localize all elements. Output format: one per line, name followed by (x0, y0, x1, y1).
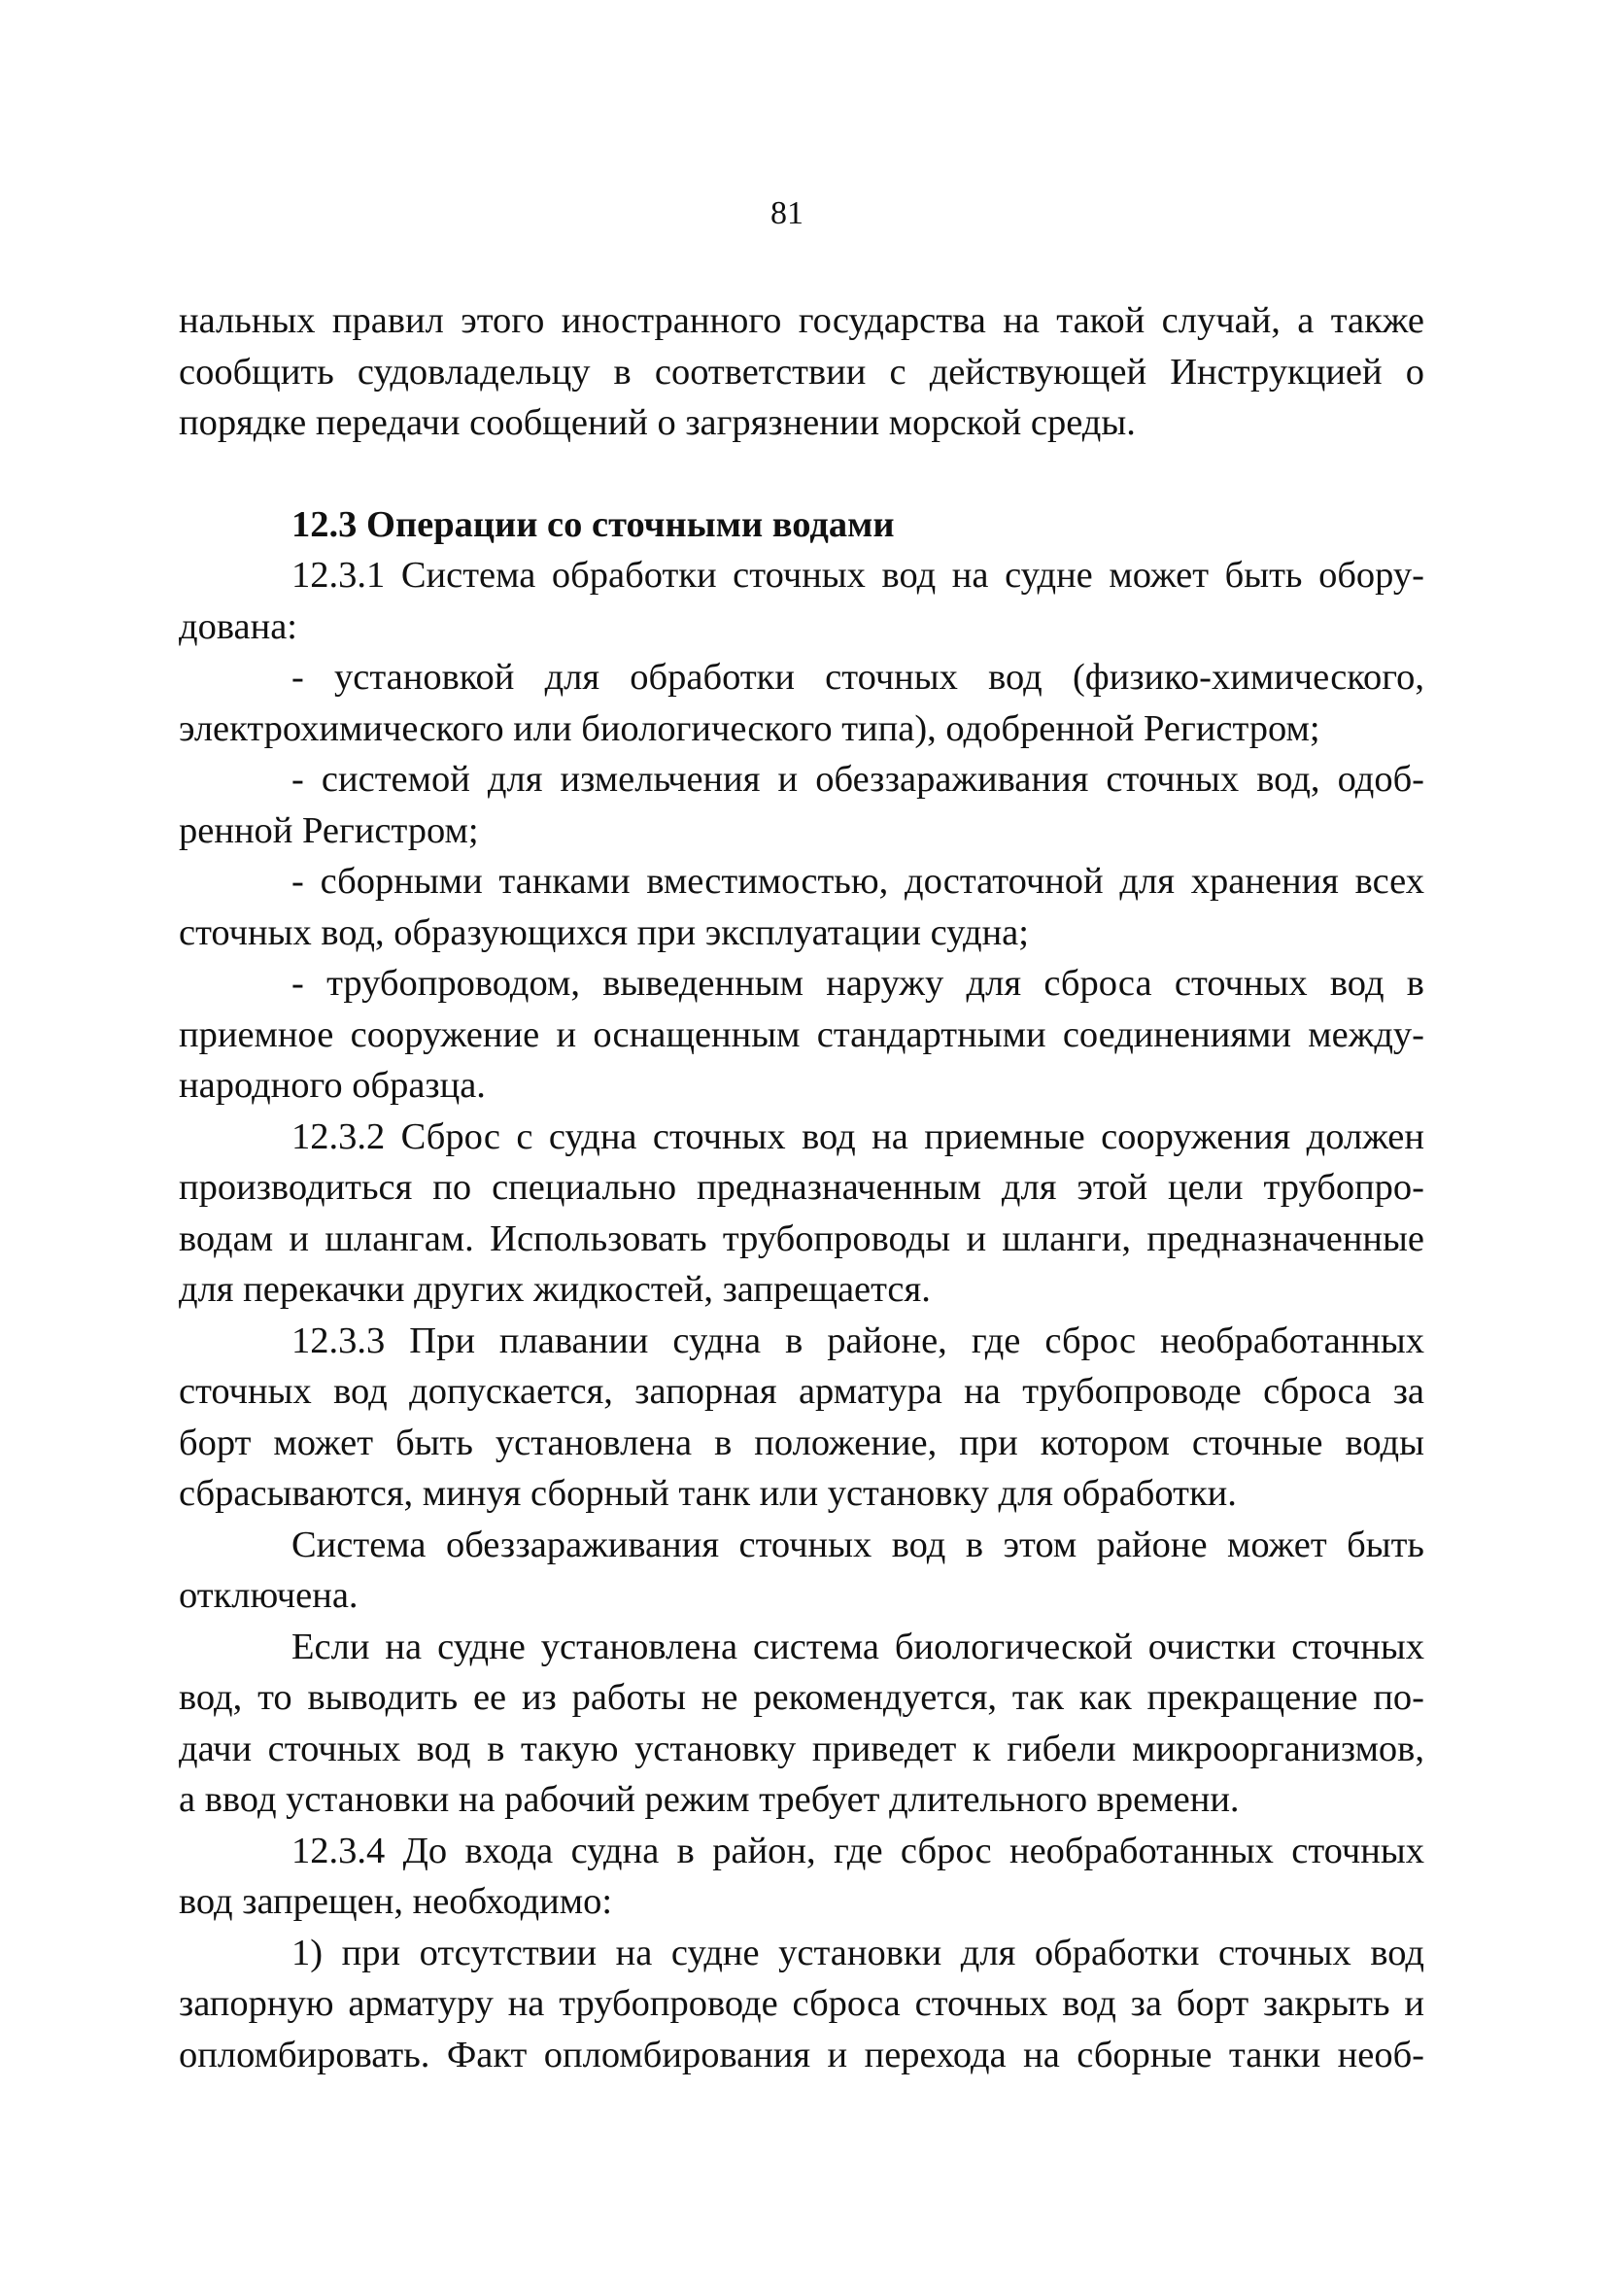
text-line: 12.3.3 При плавании судна в районе, где сброс необработанных (291, 1319, 1424, 1361)
text-line: нальных правил этого иностранного государства на такой случай, а также (179, 300, 1424, 341)
text-line: - установкой для обработки сточных вод (физико-химического, (291, 657, 1424, 698)
text-line: дована: (179, 605, 297, 647)
text-line: производиться по специально предназначенным для этой цели трубопро- (179, 1167, 1424, 1208)
paragraph-12-3-3 (179, 1316, 1424, 1520)
text-line: борт может быть установлена в положение, при котором сточные воды (179, 1422, 1424, 1463)
text-line: 12.3.1 Система обработки сточных вод на судне может быть обору- (291, 555, 1424, 596)
text-line: опломбировать. Факт опломбирования и перехода на сборные танки необ- (179, 2034, 1424, 2075)
text-line: вод запрещен, необходимо: (179, 1881, 613, 1922)
text-line: - системой для измельчения и обеззараживания сточных вод, одоб- (291, 759, 1424, 800)
text-line: ренной Регистром; (179, 809, 479, 851)
text-line: электрохимического или биологического типа), одобренной Регистром; (179, 707, 1320, 749)
paragraph-12-3-2 (179, 1112, 1424, 1316)
text-line: Система обеззараживания сточных вод в этом районе может быть (291, 1524, 1424, 1565)
text-line: сбрасываются, минуя сборный танк или установку для обработки. (179, 1473, 1237, 1514)
list-item (179, 958, 1424, 1112)
text-line: 12.3.4 До входа судна в район, где сброс необработанных сточных (291, 1830, 1424, 1871)
list-item (179, 856, 1424, 958)
text-line: порядке передачи сообщений о загрязнении морской среды. (179, 402, 1136, 443)
text-line: отключена. (179, 1575, 359, 1616)
text-line: сточных вод допускается, запорная арматура на трубопроводе сброса за (179, 1371, 1424, 1412)
text-line: водам и шлангам. Использовать трубопроводы и шланги, предназначенные (179, 1217, 1424, 1259)
text-line: сообщить судовладельцу в соответствии с действующей Инструкцией о (179, 351, 1424, 393)
paragraph-12-3-1 (179, 550, 1424, 652)
list-item (179, 652, 1424, 754)
page-body (179, 295, 1424, 2080)
text-line: сточных вод, образующихся при эксплуатации судна; (179, 911, 1029, 953)
section-heading: 12.3 Операции со сточными водами (291, 503, 895, 545)
paragraph-disinfection (179, 1520, 1424, 1622)
intro-paragraph (179, 295, 1424, 449)
text-line: 12.3.2 Сброс с судна сточных вод на приемные сооружения должен (291, 1115, 1424, 1157)
text-line: дачи сточных вод в такую установку приведет к гибели микроорганизмов, (179, 1728, 1424, 1769)
text-line: - сборными танками вместимостью, достаточной для хранения всех (291, 861, 1424, 902)
page-number: 81 (770, 195, 804, 231)
paragraph-item-1 (179, 1928, 1424, 2081)
text-line: Если на судне установлена система биологической очистки сточных (291, 1626, 1424, 1667)
text-line: запорную арматуру на трубопроводе сброса сточных вод за борт закрыть и (179, 1983, 1424, 2024)
text-line: для перекачки других жидкостей, запрещается. (179, 1269, 931, 1310)
text-line: народного образца. (179, 1065, 486, 1106)
paragraph-12-3-4 (179, 1826, 1424, 1928)
text-line: вод, то выводить ее из работы не рекомендуется, так как прекращение по- (179, 1677, 1424, 1718)
text-line: 1) при отсутствии на судне установки для обработки сточных вод (291, 1932, 1424, 1973)
paragraph-biological (179, 1622, 1424, 1826)
text-line: - трубопроводом, выведенным наружу для сброса сточных вод в (291, 963, 1424, 1004)
text-line: а ввод установки на рабочий режим требует длительного времени. (179, 1779, 1240, 1820)
text-line: приемное сооружение и оснащенным стандартными соединениями между- (179, 1013, 1424, 1055)
spacer (179, 449, 1424, 499)
list-item (179, 754, 1424, 856)
